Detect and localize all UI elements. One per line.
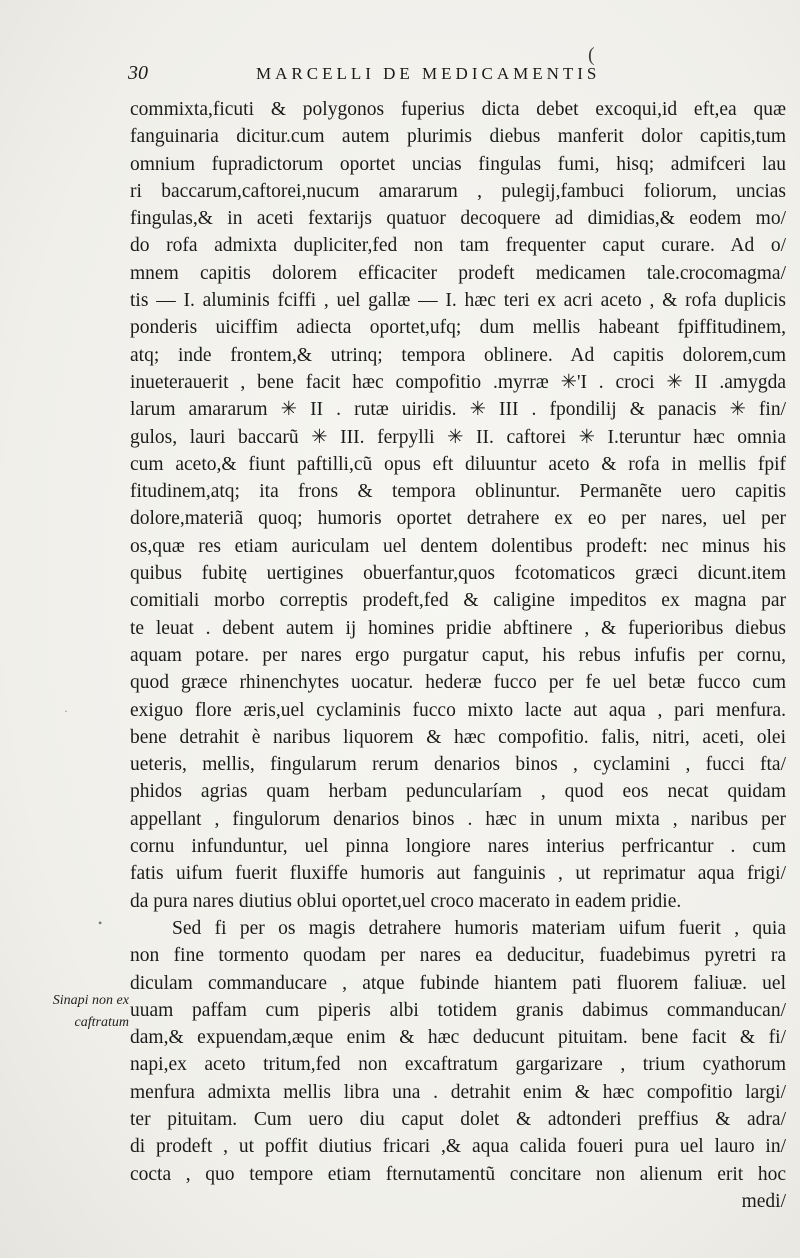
- text-line: commixta,ficuti & polygonos fuperius dicta debet excoqui,id eft,ea quæ: [130, 99, 786, 120]
- text-line: cornu infunduntur, uel pinna longiore nares interius perfricantur . cum: [130, 836, 786, 858]
- text-line: cum aceto,& fiunt paftilli,cũ opus eft diluuntur aceto & rofa in mellis fpif: [130, 453, 786, 475]
- margin-note-line: Sinapi non ex: [52, 993, 129, 1008]
- text-line: uuam paffam cum piperis albi totidem granis dabimus commanducan/: [130, 999, 786, 1021]
- text-line: da pura nares diutius oblui oportet,uel croco macerato in eadem pridie.: [130, 890, 682, 912]
- text-line: te leuat . debent autem ij homines pridie abftinere , & fuperioribus diebus: [130, 617, 786, 639]
- text-line: fanguinaria dicitur.cum autem plurimis diebus manferit dolor capitis,tum: [130, 126, 786, 148]
- margin-note: [14, 990, 129, 1034]
- text-line: napi,ex aceto tritum,fed non excaftratum gargarizare , trium cyathorum: [130, 1054, 786, 1076]
- text-line: exiguo flore æris,uel cyclaminis fucco mixto lacte aut aqua , pari menfura.: [130, 699, 786, 721]
- catchword: medi/: [741, 1190, 786, 1212]
- text-line: fatis uifum fuerit fluxiffe humoris aut fanguinis , ut reprimatur aqua frigi/: [130, 863, 786, 885]
- corner-mark: (: [588, 44, 595, 66]
- text-line: menfura admixta mellis libra una . detrahit enim & hæc compofitio largi/: [130, 1081, 786, 1103]
- text-line: quod græce rhinenchytes uocatur. hederæ fucco per fe uel betæ fucco cum: [130, 672, 786, 694]
- text-line: Sed fi per os magis detrahere humoris materiam uifum fuerit , quia: [172, 917, 786, 939]
- text-line: fitudinem,atq; ita frons & tempora oblinuntur. Permanẽte uero capitis: [130, 481, 786, 503]
- margin-note-line: caftratum: [74, 1015, 129, 1030]
- text-line: phidos agrias quam herbam peduncularíam , quod eos necat quidam: [130, 781, 786, 803]
- text-line: tis — I. aluminis fciffi , uel gallæ — I. hæc teri ex acri aceto , & rofa duplicis: [130, 290, 786, 312]
- margin-dot: •: [98, 916, 103, 930]
- text-line: aquam potare. per nares ergo purgatur caput, his rebus infufis per cornu,: [130, 644, 786, 666]
- text-line: omnium fupradictorum oportet uncias fingulas fumi, hisq; admifceri lau: [130, 153, 786, 175]
- text-line: ter pituitam. Cum uero diu caput dolet & adtonderi preffius & adra/: [130, 1108, 786, 1130]
- margin-dot: ·: [64, 704, 68, 718]
- text-line: ponderis uiciffim adiecta oportet,ufq; dum mellis habeant fpiffitudinem,: [130, 317, 786, 339]
- text-line: quibus fubitę uertigines obuerfantur,quos fcotomaticos græci dicunt.item: [130, 563, 786, 585]
- text-line: cocta , quo tempore etiam fternutamentũ concitare non alienum erit hoc: [130, 1163, 786, 1185]
- text-line: appellant , fingulorum denarios binos . hæc in unum mixta , naribus per: [130, 808, 786, 830]
- text-line: larum amararum ✳ II . rutæ uiridis. ✳ III . fpondilij & panacis ✳ fin/: [130, 399, 786, 421]
- text-line: os,quæ res etiam auriculam uel dentem dolentibus prodeft: nec minus his: [130, 535, 786, 557]
- text-line: ri baccarum,caftorei,nucum amararum , pulegij,fambuci foliorum, uncias: [130, 180, 786, 202]
- text-line: bene detrahit è naribus liquorem & hæc compofitio. falis, nitri, aceti, olei: [130, 726, 786, 748]
- page-header: [128, 62, 628, 90]
- text-line: comitiali morbo correptis prodeft,fed & caligine impeditos ex magna par: [130, 590, 786, 612]
- page-number: 30: [128, 62, 148, 84]
- text-line: mnem capitis dolorem efficaciter prodeft medicamen tale.crocomagma/: [130, 262, 786, 284]
- text-line: fingulas,& in aceti fextarijs quatuor decoquere ad dimidias,& eodem mo/: [130, 208, 786, 230]
- text-line: diculam commanducare , atque fubinde hiantem pati fluorem faliuæ. uel: [130, 972, 786, 994]
- text-line: dam,& expuendam,æque enim & hæc deducunt pituitam. bene facit & fi/: [130, 1027, 786, 1049]
- text-line: gulos, lauri baccarũ ✳ III. ferpylli ✳ II. caftorei ✳ I.teruntur hæc omnia: [130, 426, 786, 448]
- main-text: [130, 96, 786, 1215]
- text-line: do rofa admixta dupliciter,fed non tam frequenter caput curare. Ad o/: [130, 235, 786, 257]
- text-line: di prodeft , ut poffit diutius fricari ,& aqua calida foueri pura uel lauro in/: [130, 1136, 786, 1158]
- text-line: ueteris, mellis, fingularum rerum denarios binos , cyclamini , fucci fta/: [130, 754, 786, 776]
- text-line: non fine tormento quodam per nares ea deducitur, fuadebimus pyretri ra: [130, 945, 786, 967]
- text-line: dolore,materiã quoq; humoris oportet detrahere ex eo per nares, uel per: [130, 508, 786, 530]
- text-line: atq; inde frontem,& utrinq; tempora oblinere. Ad capitis dolorem,cum: [130, 344, 786, 366]
- running-title: MARCELLI DE MEDICAMENTIS: [256, 64, 601, 83]
- text-line: inueterauerit , bene facit hæc compofitio .myrræ ✳'I . croci ✳ II .amygda: [130, 371, 786, 393]
